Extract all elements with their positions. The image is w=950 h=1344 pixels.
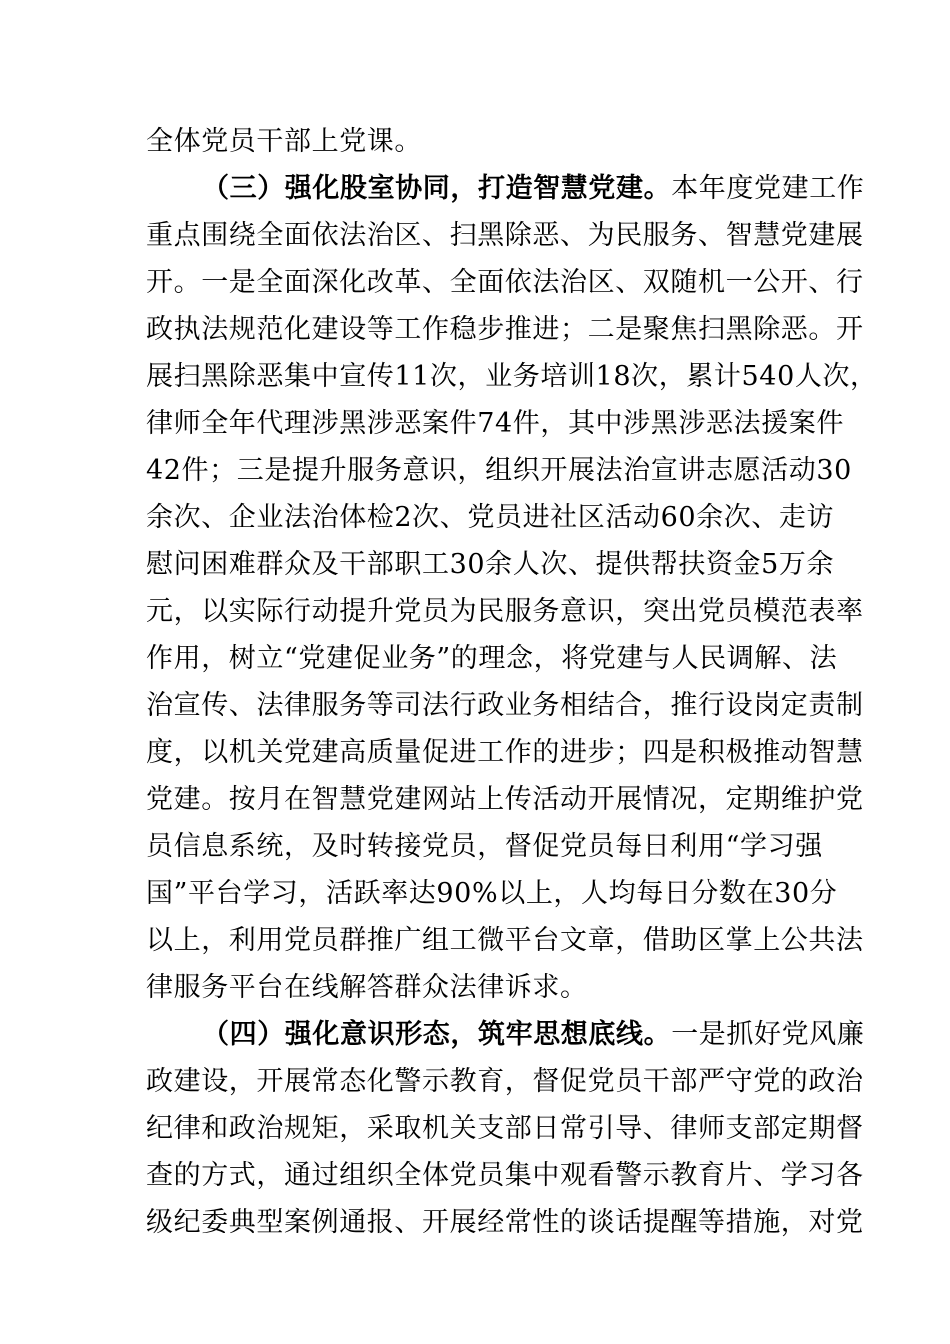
text-line: 元，以实际行动提升党员为民服务意识，突出党员模范表率 <box>146 596 864 627</box>
paragraph-section-4 <box>146 1011 865 1246</box>
text-line: 律师全年代理涉黑涉恶案件74件，其中涉黑涉恶法援案件 <box>146 408 844 439</box>
text-line: 慰问困难群众及干部职工30余人次、提供帮扶资金5万余 <box>146 549 835 580</box>
section-4-first-line <box>146 1011 865 1058</box>
text-line: 治宣传、法律服务等司法行政业务相结合，推行设岗定责制 <box>146 690 864 721</box>
text-line: 政建设，开展常态化警示教育，督促党员干部严守党的政治 <box>146 1066 864 1097</box>
text-line: 以上，利用党员群推广组工微平台文章，借助区掌上公共法 <box>146 925 864 956</box>
text-line: 展扫黑除恶集中宣传11次，业务培训18次，累计540人次， <box>146 361 878 392</box>
text-line: 开。一是全面深化改革、全面依法治区、双随机一公开、行 <box>146 267 864 298</box>
text-line: 员信息系统，及时转接党员，督促党员每日利用“学习强 <box>146 831 823 862</box>
section-4-heading: （四）强化意识形态，筑牢思想底线。 <box>202 1019 672 1050</box>
section-3-heading: （三）强化股室协同，打造智慧党建。 <box>202 173 672 204</box>
text-line: 余次、企业法治体检2次、党员进社区活动60余次、走访 <box>146 502 835 533</box>
paragraph-continuation <box>146 118 810 165</box>
text-line: 律服务平台在线解答群众法律诉求。 <box>146 972 588 1003</box>
text-line: 级纪委典型案例通报、开展经常性的谈话提醒等措施，对党 <box>146 1207 864 1238</box>
section-3-first-line <box>146 165 865 212</box>
text-line: 全体党员干部上党课。 <box>146 126 422 157</box>
text-line: 度，以机关党建高质量促进工作的进步；四是积极推动智慧 <box>146 737 864 768</box>
text-line: 42件；三是提升服务意识，组织开展法治宣讲志愿活动30 <box>146 455 852 486</box>
paragraph-section-3 <box>146 165 878 1011</box>
text-line: 作用，树立“党建促业务”的理念，将党建与人民调解、法 <box>146 643 838 674</box>
text-line: 政执法规范化建设等工作稳步推进；二是聚焦扫黑除恶。开 <box>146 314 864 345</box>
document-body <box>146 118 878 1246</box>
section-3-first-line-text: 本年度党建工作 <box>671 173 865 204</box>
text-line: 纪律和政治规矩，采取机关支部日常引导、律师支部定期督 <box>146 1113 864 1144</box>
text-line: 查的方式，通过组织全体党员集中观看警示教育片、学习各 <box>146 1160 864 1191</box>
section-4-first-line-text: 一是抓好党风廉 <box>671 1019 865 1050</box>
text-line: 党建。按月在智慧党建网站上传活动开展情况，定期维护党 <box>146 784 864 815</box>
text-line: 国”平台学习，活跃率达90%以上，人均每日分数在30分 <box>146 878 838 909</box>
text-line: 重点围绕全面依法治区、扫黑除恶、为民服务、智慧党建展 <box>146 220 864 251</box>
